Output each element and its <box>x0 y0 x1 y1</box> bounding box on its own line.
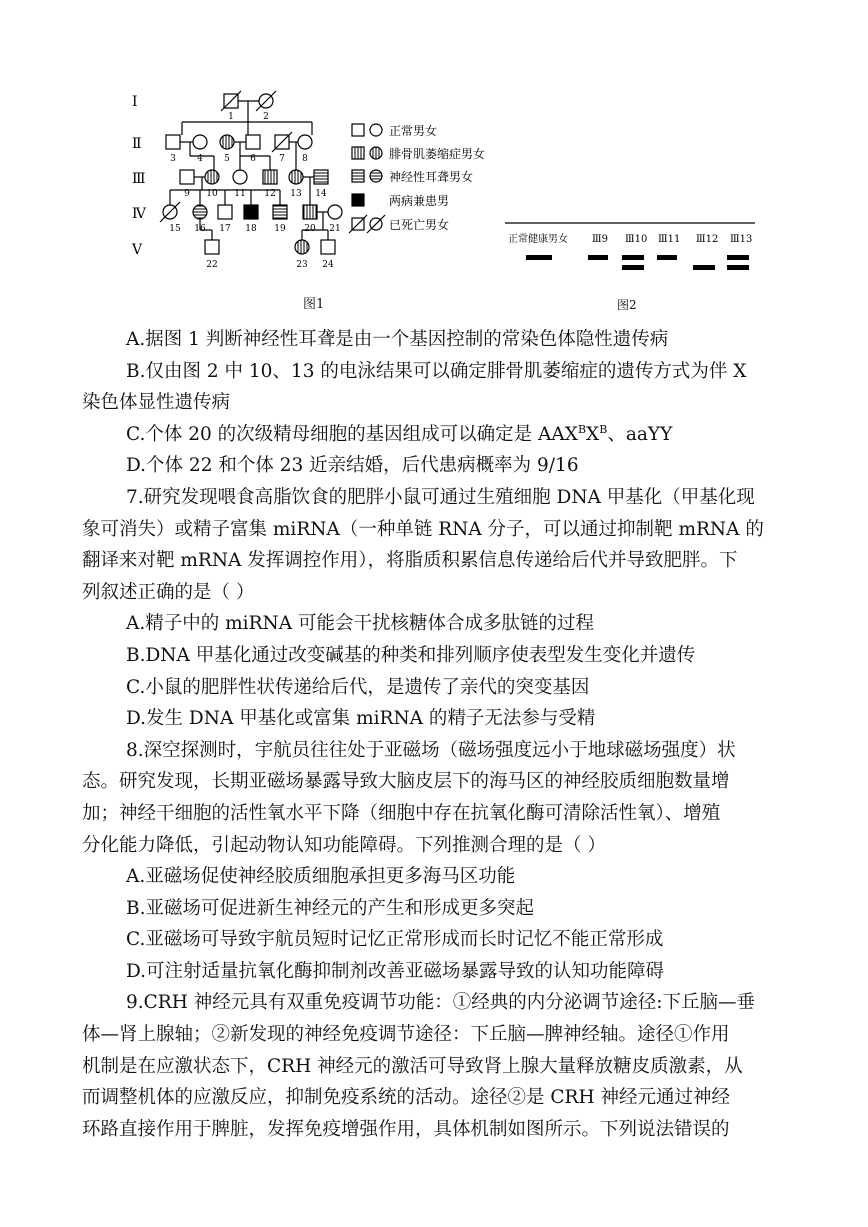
individual-number: 2 <box>263 112 269 122</box>
q8-option-d: D.可注射适量抗氧化酶抑制剂改善亚磁场暴露导致的认知功能障碍 <box>126 960 665 982</box>
q6-option-b-cont: 染色体显性遗传病 <box>82 392 231 414</box>
q7-stem: 象可消失）或精子富集 miRNA（一种单链 RNA 分子，可以通过抑制靶 mRNA 的 <box>82 518 764 540</box>
individual-number: 24 <box>322 260 334 270</box>
q8-stem: 态。研究发现，长期亚磁场暴露导致大脑皮层下的海马区的神经胶质细胞数量增 <box>82 771 730 793</box>
individual-number: 7 <box>279 154 285 164</box>
generation-label: I <box>132 94 138 110</box>
legend-label: 腓骨肌萎缩症男女 <box>389 147 486 161</box>
pedigree-figure <box>120 88 540 320</box>
figure1-caption: 图1 <box>303 297 325 312</box>
individual-number: 1 <box>228 112 234 122</box>
q8-stem: 分化能力降低，引起动物认知功能障碍。下列推测合理的是（ ） <box>82 834 606 856</box>
gel-band <box>727 255 749 260</box>
individual-number: 6 <box>250 154 256 164</box>
legend-label: 正常男女 <box>389 124 438 138</box>
gel-band <box>657 255 677 260</box>
legend-label: 神经性耳聋男女 <box>389 170 474 184</box>
q9-stem: 9.CRH 神经元具有双重免疫调节功能：①经典的内分泌调节途径:下丘脑—垂 <box>126 992 755 1014</box>
gel-band <box>727 265 749 270</box>
individual-number: 4 <box>197 154 203 164</box>
gel-band <box>588 255 608 260</box>
generation-label: Ⅱ <box>132 136 142 152</box>
lane-label: Ⅲ13 <box>730 234 753 245</box>
individual-number: 17 <box>219 224 231 234</box>
individual-number: 15 <box>169 224 181 234</box>
generation-label: Ⅴ <box>132 242 143 258</box>
q8-stem: 加；神经干细胞的活性氧水平下降（细胞中存在抗氧化酶可清除活性氧）、增殖 <box>82 802 721 824</box>
q6-option-a: A.据图 1 判断神经性耳聋是由一个基因控制的常染色体隐性遗传病 <box>126 329 669 350</box>
lane-label: Ⅲ9 <box>592 234 609 245</box>
lane-label: Ⅲ11 <box>658 234 681 245</box>
individual-number: 22 <box>206 260 218 270</box>
individual-number: 21 <box>329 224 341 234</box>
legend-label: 已死亡男女 <box>389 218 450 232</box>
q8-stem: 8.深空探测时，宇航员往往处于亚磁场（磁场强度远小于地球磁场强度）状 <box>126 739 736 761</box>
q7-stem: 列叙述正确的是（ ） <box>82 581 255 603</box>
individual-number: 12 <box>264 189 276 199</box>
generation-label: Ⅲ <box>132 171 146 187</box>
individual-number: 14 <box>315 189 327 199</box>
individual-number: 19 <box>274 224 286 234</box>
q6-option-c: C.个体 20 的次级精母细胞的基因组成可以确定是 $AAX^BX^B$、aaYY <box>126 422 673 445</box>
q8-option-c: C.亚磁场可导致宇航员短时记忆正常形成而长时记忆不能正常形成 <box>126 929 664 951</box>
individual-number: 20 <box>304 224 316 234</box>
gel-band <box>526 255 552 260</box>
individual-number: 8 <box>302 154 308 164</box>
individual-number: 18 <box>245 224 257 234</box>
q7-stem: 翻译来对靶 mRNA 发挥调控作用），将脂质积累信息传递给后代并导致肥胖。下 <box>82 550 738 572</box>
q9-stem: 体—肾上腺轴；②新发现的神经免疫调节途径：下丘脑—脾神经轴。途径①作用 <box>82 1024 730 1046</box>
q8-option-b: B.亚磁场可促进新生神经元的产生和形成更多突起 <box>126 897 534 919</box>
q7-option-a: A.精子中的 miRNA 可能会干扰核糖体合成多肽链的过程 <box>126 613 594 635</box>
question-text <box>82 324 790 1145</box>
q7-stem: 7.研究发现喂食高脂饮食的肥胖小鼠可通过生殖细胞 DNA 甲基化（甲基化现 <box>126 486 755 508</box>
individual-number: 23 <box>296 260 308 270</box>
individual-number: 11 <box>234 189 246 199</box>
q9-stem: 环路直接作用于脾脏，发挥免疫增强作用，具体机制如图所示。下列说法错误的 <box>82 1118 730 1140</box>
individual-number: 5 <box>224 154 230 164</box>
figure2-caption: 图2 <box>617 298 637 312</box>
individual-number: 3 <box>170 154 176 164</box>
q7-option-d: D.发生 DNA 甲基化或富集 miRNA 的精子无法参与受精 <box>126 708 596 730</box>
individual-number: 13 <box>290 189 302 199</box>
gel-band <box>622 255 644 260</box>
lane-label: 正常健康男女 <box>508 234 568 245</box>
q6-option-d: D.个体 22 和个体 23 近亲结婚，后代患病概率为 9/16 <box>126 455 579 477</box>
gel-band <box>693 265 715 270</box>
q6-option-b: B.仅由图 2 中 10、13 的电泳结果可以确定腓骨肌萎缩症的遗传方式为伴 X <box>126 360 747 382</box>
q7-option-c: C.小鼠的肥胖性状传递给后代，是遗传了亲代的突变基因 <box>126 676 590 698</box>
gel-band <box>622 265 644 270</box>
individual-number: 9 <box>184 189 190 199</box>
q9-stem: 而调整机体的应激反应，抑制免疫系统的活动。途径②是 CRH 神经元通过神经 <box>82 1087 730 1109</box>
individual-number: 16 <box>194 224 206 234</box>
individual-number: 10 <box>206 189 218 199</box>
legend-label: 两病兼患男 <box>389 194 450 208</box>
q8-option-a: A.亚磁场促使神经胶质细胞承担更多海马区功能 <box>126 866 516 888</box>
lane-label: Ⅲ12 <box>696 234 719 245</box>
generation-label: Ⅳ <box>132 206 146 222</box>
lane-label: Ⅲ10 <box>625 234 648 245</box>
q7-option-b: B.DNA 甲基化通过改变碱基的种类和排列顺序使表型发生变化并遗传 <box>126 644 696 666</box>
q9-stem: 机制是在应激状态下，CRH 神经元的激活可导致肾上腺大量释放糖皮质激素，从 <box>82 1055 743 1077</box>
